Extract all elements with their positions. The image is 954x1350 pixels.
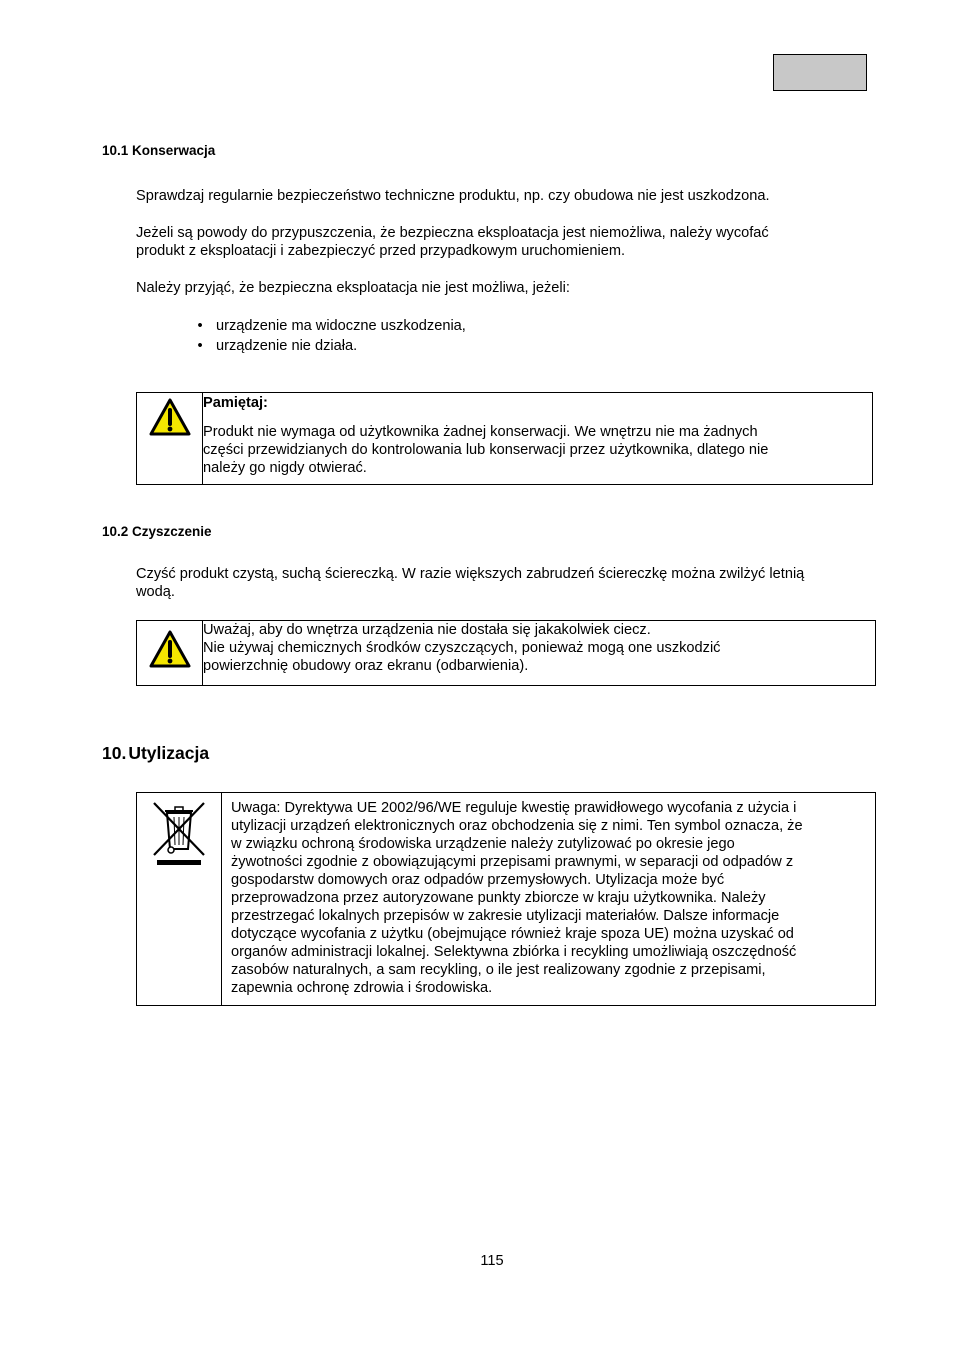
list-item-text: urządzenie nie działa.: [216, 338, 358, 354]
warning-triangle-icon: [148, 629, 192, 669]
heading-number: 10.: [102, 743, 127, 763]
paragraph-unsafe-conditions: Należy przyjąć, że bezpieczna eksploatacja nie jest możliwa, jeżeli:: [136, 280, 570, 296]
crossed-out-wheelie-bin-icon: [149, 799, 209, 867]
paragraph-withdraw-product: [136, 224, 876, 260]
note-line: utylizacji urządzeń elektronicznych oraz obchodzenia się z nimi. Ten symbol oznacza, że: [231, 818, 803, 834]
note-line: w związku ochroną środowiska urządzenie należy zutylizować po okresie jego: [231, 836, 735, 852]
heading-title: Utylizacja: [128, 743, 210, 763]
section-heading-czyszczenie: 10.2 Czyszczenie: [102, 524, 212, 539]
list-item-text: urządzenie ma widoczne uszkodzenia,: [216, 318, 466, 334]
note-icon-cell: [137, 621, 203, 686]
paragraph-line: Jeżeli są powody do przypuszczenia, że bezpieczna eksploatacja jest niemożliwa, należy wycofać: [136, 225, 769, 241]
note-line: organów administracji lokalnej. Selektywna zbiórka i recykling umożliwiają oszczędność: [231, 944, 797, 960]
list-item: [196, 316, 466, 336]
note-line: gospodarstw domowych oraz odpadów przemysłowych. Utylizacja może być: [231, 872, 725, 888]
note-box-disposal: [136, 792, 876, 1006]
note-box-remember: [136, 392, 873, 485]
section-heading-konserwacja: 10.1 Konserwacja: [102, 143, 216, 158]
note-line: przeprowadzona przez autoryzowane punkty zbiorcze w kraju użytkownika. Należy: [231, 890, 766, 906]
note-box-cleaning: [136, 620, 876, 686]
paragraph-cleaning: [136, 565, 876, 601]
note-line: części przewidzianych do kontrolowania lub konserwacji przez użytkownika, dlatego nie: [203, 442, 769, 458]
note-title: Pamiętaj:: [203, 395, 268, 411]
note-line: przestrzegać lokalnych przepisów w zakresie utylizacji materiałów. Dalsze informacje: [231, 908, 780, 924]
paragraph-line: wodą.: [136, 584, 175, 600]
section-heading-utylizacja: [102, 744, 209, 762]
bullet-icon: •: [197, 338, 203, 354]
note-line: Uważaj, aby do wnętrza urządzenia nie dostała się jakakolwiek ciecz.: [203, 622, 651, 638]
note-line: żywotności zgodnie z obowiązującymi przepisami prawnymi, w separacji od odpadów z: [231, 854, 794, 870]
note-line: Nie używaj chemicznych środków czyszczących, ponieważ mogą one uszkodzić: [203, 640, 721, 656]
language-tab-marker: [773, 54, 867, 91]
bullet-icon: •: [197, 318, 203, 334]
note-line: powierzchnię obudowy oraz ekranu (odbarwienia).: [203, 658, 529, 674]
list-item: [196, 336, 466, 356]
paragraph-check-safety: Sprawdzaj regularnie bezpieczeństwo techniczne produktu, np. czy obudowa nie jest uszkodzona.: [136, 188, 770, 204]
note-line: zasobów naturalnych, a sam recykling, o ile jest realizowany zgodnie z przepisami,: [231, 962, 766, 978]
note-line: dotyczące wycofania z użytku (obejmujące również kraje spoza UE) można uzyskać od: [231, 926, 794, 942]
note-text-cell: [203, 621, 876, 686]
note-icon-cell: [137, 393, 203, 485]
paragraph-line: produkt z eksploatacji i zabezpieczyć przed przypadkowym uruchomieniem.: [136, 243, 626, 259]
page-number: 115: [480, 1253, 504, 1269]
note-line: Uwaga: Dyrektywa UE 2002/96/WE reguluje kwestię prawidłowego wycofania z użycia i: [231, 800, 797, 816]
note-line: zapewnia ochronę zdrowia i środowiska.: [231, 980, 493, 996]
note-text-cell: [203, 393, 873, 485]
warning-triangle-icon: [148, 397, 192, 437]
paragraph-line: Czyść produkt czystą, suchą ściereczką. W razie większych zabrudzeń ściereczkę można zwilżyć letnią: [136, 566, 805, 582]
note-line: Produkt nie wymaga od użytkownika żadnej konserwacji. We wnętrzu nie ma żadnych: [203, 424, 758, 440]
bullet-list: [196, 316, 466, 356]
note-icon-cell: [137, 793, 222, 1006]
note-text-cell: [222, 793, 876, 1006]
note-line: należy go nigdy otwierać.: [203, 460, 367, 476]
